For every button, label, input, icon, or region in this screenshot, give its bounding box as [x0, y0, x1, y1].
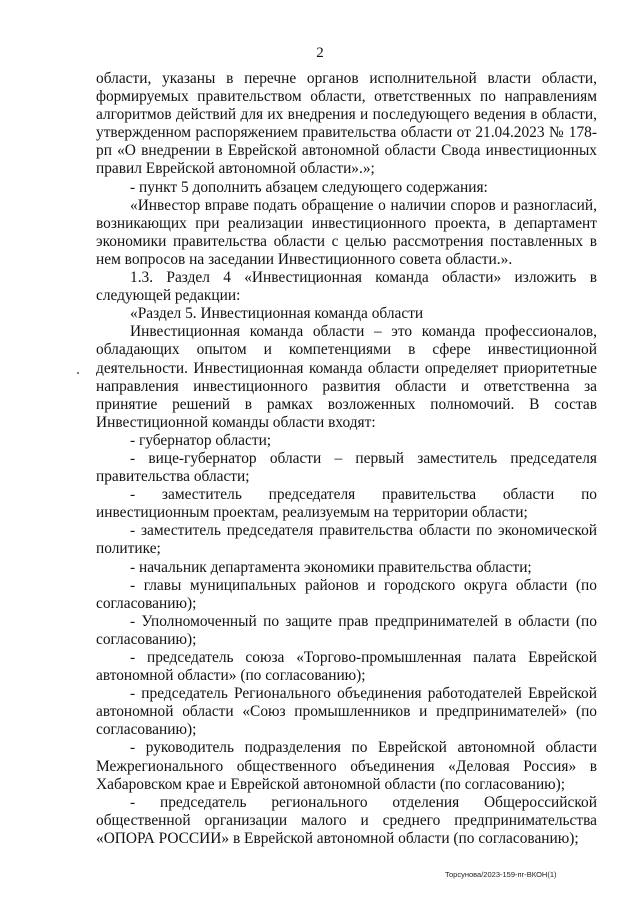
page-number: 2 — [316, 45, 324, 61]
list-item-opora-rossii: - председатель регионального отделения Общероссийской общественной организации малого и среднего предпринимательства «ОПОРА РОССИИ» в Еврейской автономной области (по согласованию); — [96, 793, 597, 847]
list-item-governor: - губернатор области; — [130, 431, 272, 449]
list-item-municipal-heads: - главы муниципальных районов и городского округа области (по согласованию); — [96, 576, 597, 612]
paragraph-investor-rights: «Инвестор вправе подать обращение о наличии споров и разногласий, возникающих при реализации инвестиционного проекта, в департамент экономики правительства области с целью рассмотрения поставленных в нем вопросов на заседании Инвестиционного совета области.». — [96, 196, 597, 268]
list-item-vice-governor: - вице-губернатор области – первый заместитель председателя правительства области; — [96, 449, 597, 486]
paragraph-continuation: области, указаны в перечне органов исполнительной власти области, формируемых правительством области, ответственных по направлениям алгоритмов действий для их внедрения и последующего ведения в области, утвержденном распоряжением правительства области от 21.04.2023 № 178-рп «О внедрении в Еврейской автономной области Свода инвестиционных правил Еврейской автономной области».»; — [96, 70, 597, 178]
footer-document-reference: Торсунова/2023-159-пг-ВКОН(1) — [445, 870, 557, 879]
paragraph-point-5: - пункт 5 дополнить абзацем следующего содержания: — [130, 178, 488, 196]
section-heading: «Раздел 5. Инвестиционная команда области — [130, 305, 424, 323]
list-item-deputy-investment: - заместитель председателя правительства области по инвестиционным проектам, реализуемым на территории области; — [96, 486, 597, 522]
paragraph-team-definition: Инвестиционная команда области – это команда профессионалов, обладающих опытом и компетенциями в сфере инвестиционной деятельности. Инвестиционная команда области определяет приоритетные направления инвестиционного развития области и ответственна за принятие решений в рамках возложенных полномочий. В состав Инвестиционной команды области входят: — [96, 323, 597, 431]
list-item-chamber-of-commerce: - председатель союза «Торгово-промышленная палата Еврейской автономной области» (по согласованию); — [96, 649, 597, 685]
paragraph-section-change: 1.3. Раздел 4 «Инвестиционная команда области» изложить в следующей редакции: — [96, 269, 597, 305]
margin-speck — [77, 372, 79, 374]
document-body — [96, 70, 597, 848]
list-item-employers-union: - председатель Регионального объединения работодателей Еврейской автономной области «Союз промышленников и предпринимателей» (по согласованию); — [96, 685, 597, 739]
list-item-deputy-economy: - заместитель председателя правительства области по экономической политике; — [96, 522, 597, 558]
list-item-ombudsman: - Уполномоченный по защите прав предпринимателей в области (по согласованию); — [96, 612, 597, 648]
list-item-delovaya-rossiya: - руководитель подразделения по Еврейской автономной области Межрегионального общественного объединения «Деловая Россия» в Хабаровском крае и Еврейской автономной области (по согласованию); — [96, 739, 597, 793]
list-item-economy-department: - начальник департамента экономики правительства области; — [130, 558, 532, 576]
